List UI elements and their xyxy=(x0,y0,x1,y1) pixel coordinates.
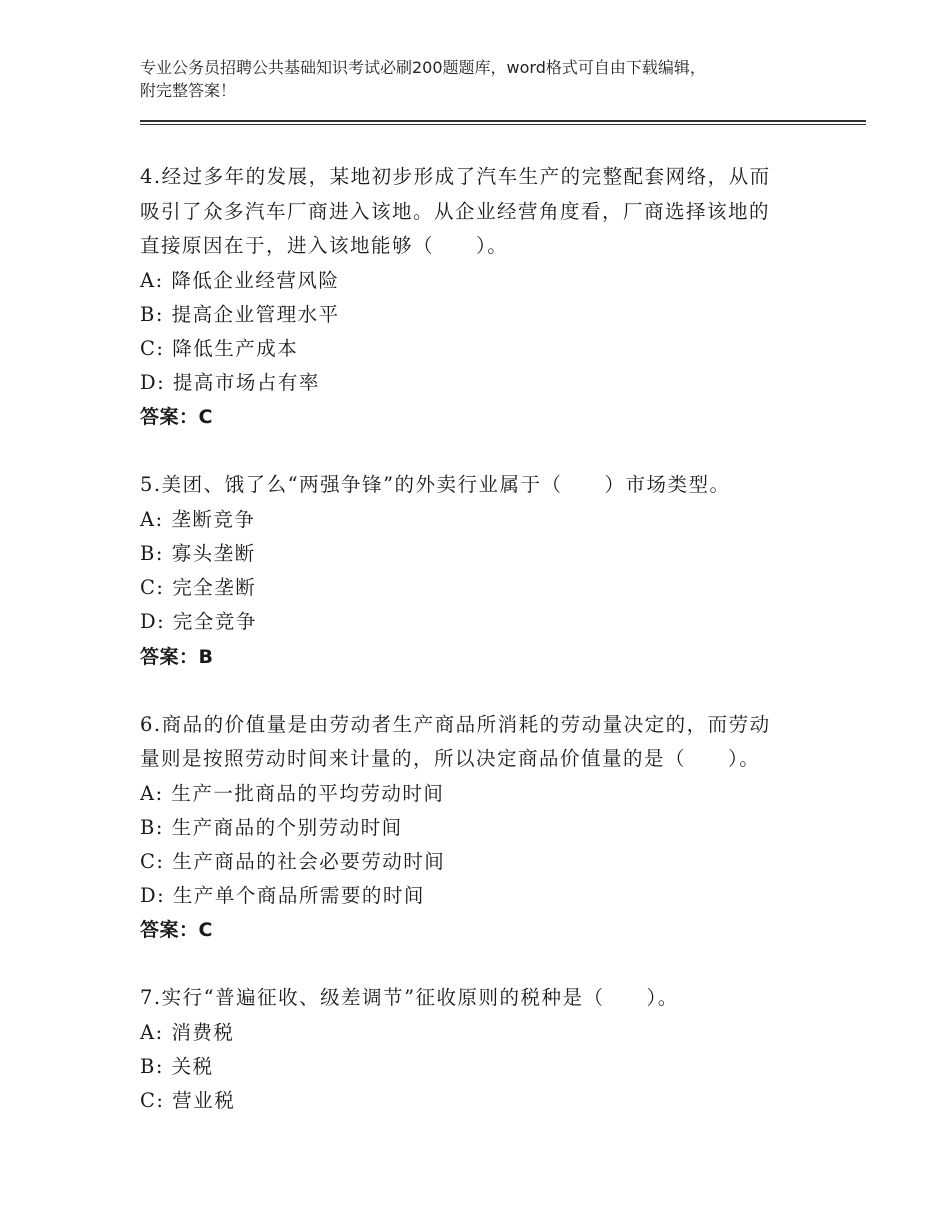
option-letter: D: xyxy=(140,610,166,634)
option-letter: A: xyxy=(140,781,164,805)
option-text: 生产商品的社会必要劳动时间 xyxy=(172,850,446,874)
question-number: 6. xyxy=(140,712,162,736)
question-line: 直接原因在于，进入该地能够（ ）。 xyxy=(140,234,509,257)
question-5 xyxy=(140,468,820,673)
option-letter: B: xyxy=(140,542,164,566)
option-b xyxy=(140,537,820,571)
question-gap xyxy=(140,434,820,468)
option-letter: B: xyxy=(140,1055,164,1079)
option-text: 降低企业经营风险 xyxy=(171,268,340,292)
option-c xyxy=(140,571,820,605)
option-text: 寡头垄断 xyxy=(171,542,256,566)
option-letter: B: xyxy=(140,302,164,326)
option-text: 营业税 xyxy=(172,1089,236,1113)
option-letter: C: xyxy=(140,1089,165,1113)
question-line: 量则是按照劳动时间来计量的，所以决定商品价值量的是（ ）。 xyxy=(140,747,761,771)
option-d xyxy=(140,605,820,639)
option-letter: D: xyxy=(140,884,166,908)
question-line: 吸引了众多汽车厂商进入该地。从企业经营角度看，厂商选择该地的 xyxy=(140,199,771,223)
question-text xyxy=(140,708,820,777)
answer-value: C xyxy=(198,919,213,942)
question-6 xyxy=(140,708,820,948)
option-c xyxy=(140,845,820,879)
question-text xyxy=(140,468,820,503)
document-header xyxy=(140,56,840,102)
header-line-1: 专业公务员招聘公共基础知识考试必刷200题题库，word格式可自由下载编辑， xyxy=(140,58,706,77)
option-letter: A: xyxy=(140,507,164,531)
answer xyxy=(140,400,820,434)
question-line: 美团、饿了么“两强争锋”的外卖行业属于（ ）市场类型。 xyxy=(161,473,731,497)
answer-value: B xyxy=(198,645,214,668)
answer-label: 答案： xyxy=(140,406,199,429)
option-letter: B: xyxy=(140,815,164,839)
option-text: 完全竞争 xyxy=(172,610,257,634)
answer-label: 答案： xyxy=(140,645,199,668)
question-4 xyxy=(140,160,820,434)
option-b xyxy=(140,811,820,845)
answer xyxy=(140,913,820,947)
answer-label: 答案： xyxy=(140,919,199,942)
question-gap xyxy=(140,947,820,981)
question-7 xyxy=(140,981,820,1118)
option-text: 垄断竞争 xyxy=(171,507,256,531)
header-rule-thin xyxy=(140,124,866,125)
option-c xyxy=(140,332,820,366)
header-rule-thick xyxy=(140,120,866,122)
option-text: 生产一批商品的平均劳动时间 xyxy=(171,781,445,805)
option-d xyxy=(140,879,820,913)
answer-value: C xyxy=(198,406,213,429)
question-list xyxy=(140,160,820,1119)
option-d xyxy=(140,366,820,400)
option-text: 生产单个商品所需要的时间 xyxy=(172,884,425,908)
header-line-2: 附完整答案！ xyxy=(140,81,237,100)
option-letter: C: xyxy=(140,850,165,874)
option-a xyxy=(140,264,820,298)
option-text: 消费税 xyxy=(171,1020,235,1044)
option-text: 完全垄断 xyxy=(172,576,257,600)
question-line: 商品的价值量是由劳动者生产商品所消耗的劳动量决定的，而劳动 xyxy=(161,712,771,736)
option-letter: A: xyxy=(140,1020,164,1044)
answer xyxy=(140,640,820,674)
option-text: 降低生产成本 xyxy=(172,336,299,360)
option-letter: A: xyxy=(140,268,164,292)
question-text xyxy=(140,981,820,1016)
option-letter: C: xyxy=(140,336,165,360)
option-a xyxy=(140,1016,820,1050)
question-number: 4. xyxy=(140,165,162,188)
question-number: 5. xyxy=(140,473,162,497)
option-text: 提高市场占有率 xyxy=(172,371,320,395)
question-line: 实行“普遍征收、级差调节”征收原则的税种是（ ）。 xyxy=(161,986,679,1010)
option-text: 关税 xyxy=(171,1055,214,1079)
option-c xyxy=(140,1084,820,1118)
option-text: 提高企业管理水平 xyxy=(171,302,340,326)
question-gap xyxy=(140,674,820,708)
question-line: 经过多年的发展，某地初步形成了汽车生产的完整配套网络，从而 xyxy=(161,165,771,188)
option-text: 生产商品的个别劳动时间 xyxy=(171,815,403,839)
option-a xyxy=(140,777,820,811)
option-b xyxy=(140,298,820,332)
question-text xyxy=(140,160,820,264)
option-letter: D: xyxy=(140,371,166,395)
question-number: 7. xyxy=(140,986,162,1010)
option-b xyxy=(140,1050,820,1084)
option-a xyxy=(140,503,820,537)
option-letter: C: xyxy=(140,576,165,600)
